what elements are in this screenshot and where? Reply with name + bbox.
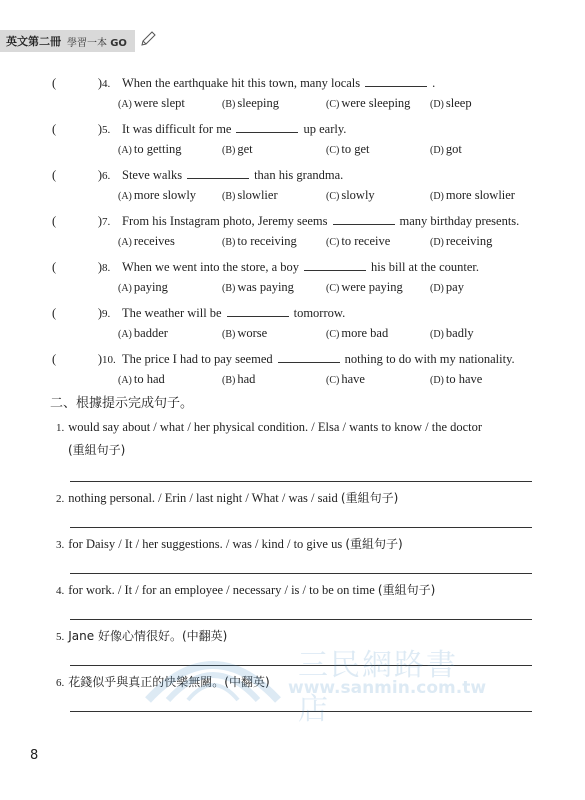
answer-blank bbox=[333, 212, 395, 225]
answer-parentheses[interactable]: ( ) bbox=[52, 214, 102, 228]
answer-line[interactable] bbox=[70, 573, 532, 574]
sentence-item-6: 6. 花錢似乎與真正的快樂無關。(中翻英) bbox=[56, 675, 270, 689]
pencil-icon bbox=[139, 30, 157, 53]
page-header bbox=[0, 30, 157, 52]
answer-parentheses[interactable]: ( ) bbox=[52, 122, 102, 136]
watermark-name: 三民網路書店 bbox=[298, 648, 458, 727]
answer-blank bbox=[236, 120, 298, 133]
watermark bbox=[138, 640, 487, 727]
question-7: ( ) 7. From his Instagram photo, Jeremy seems many birthday presents. (A) receives (B) to receiving (C) to receive (D) receiving bbox=[52, 214, 520, 248]
answer-blank bbox=[304, 258, 366, 271]
sentence-item-4: 4. for work. / It / for an employee / necessary / is / to be on time (重組句子) bbox=[56, 583, 436, 597]
answer-blank bbox=[227, 304, 289, 317]
question-4: ( ) 4. When the earthquake hit this town, many locals . (A) were slept (B) sleeping (C) were sleeping (D) sleep bbox=[52, 76, 472, 110]
section-title: 二、根據提示完成句子。 bbox=[50, 396, 194, 411]
sentence-item-2: 2. nothing personal. / Erin / last night / What / was / said (重組句子) bbox=[56, 491, 399, 505]
sentence-item-3: 3. for Daisy / It / her suggestions. / was / kind / to give us (重組句子) bbox=[56, 537, 403, 551]
watermark-url: www.sanmin.com.tw bbox=[288, 678, 487, 698]
sentence-item-1: 1. would say about / what / her physical condition. / Elsa / wants to know / the doctor (重組句子) bbox=[56, 420, 483, 457]
answer-line[interactable] bbox=[70, 481, 532, 482]
answer-parentheses[interactable]: ( ) bbox=[52, 306, 102, 320]
book-title: 英文第二冊 bbox=[6, 35, 61, 48]
question-5: ( ) 5. It was difficult for me up early. (A) to getting (B) get (C) to get (D) got bbox=[52, 122, 462, 156]
answer-line[interactable] bbox=[70, 527, 532, 528]
answer-parentheses[interactable]: ( ) bbox=[52, 260, 102, 274]
watermark-logo-icon bbox=[138, 640, 288, 710]
answer-blank bbox=[187, 166, 249, 179]
answer-parentheses[interactable]: ( ) bbox=[52, 76, 102, 90]
header-bar bbox=[0, 30, 135, 52]
question-10: ( ) 10. The price I had to pay seemed nothing to do with my nationality. (A) to had (B) had (C) have (D) to have bbox=[52, 352, 515, 386]
answer-blank bbox=[278, 350, 340, 363]
question-9: ( ) 9. The weather will be tomorrow. (A) badder (B) worse (C) more bad (D) badly bbox=[52, 306, 474, 340]
book-subtitle: 學習一本 GO bbox=[67, 37, 127, 49]
question-8: ( ) 8. When we went into the store, a boy his bill at the counter. (A) paying (B) was paying (C) were paying (D) pay bbox=[52, 260, 480, 294]
sentence-item-5: 5. Jane 好像心情很好。(中翻英) bbox=[56, 629, 228, 643]
answer-parentheses[interactable]: ( ) bbox=[52, 352, 102, 366]
answer-blank bbox=[365, 74, 427, 87]
answer-line[interactable] bbox=[70, 619, 532, 620]
answer-parentheses[interactable]: ( ) bbox=[52, 168, 102, 182]
question-6: ( ) 6. Steve walks than his grandma. (A) more slowly (B) slowlier (C) slowly (D) more slowlier bbox=[52, 168, 515, 202]
page-number: 8 bbox=[30, 748, 39, 763]
